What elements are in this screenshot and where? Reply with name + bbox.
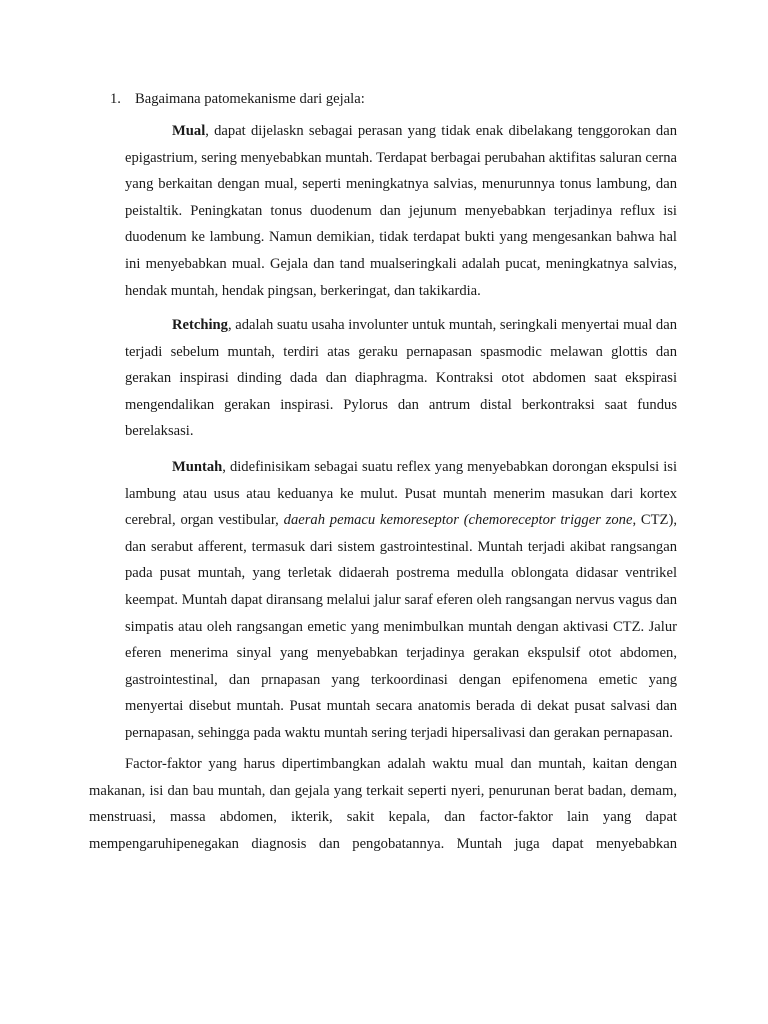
term-mual: Mual (172, 123, 206, 139)
paragraph-retching (125, 312, 677, 445)
paragraph-factor (89, 751, 677, 857)
muntah-text-after: , CTZ), dan serabut afferent, termasuk dari sistem gastrointestinal. Muntah terjadi akibat rangsangan pada pusat muntah, yang terletak didaerah postrema medulla oblongata didasar ventrikel keempat. Muntah dapat diransang melalui jalur saraf eferen oleh rangsangan nervus vagus dan simpatis atau oleh rangsangan emetic yang menimbulkan muntah dengan aktivasi CTZ. Jalur eferen menerima sinyal yang menyebabkan terjadinya gerakan ekspulsif otot abdomen, gastrointestinal, dan prnapasan yang terkoordinasi dengan epifenomena emetic yang menyertai disebut muntah. Pusat muntah secara anatomis berada di dekat pusat salvasi dan pernapasan, sehingga pada waktu muntah sering terjadi hipersalivasi dan gerakan pernapasan. (125, 512, 677, 741)
muntah-text-before: , didefinisikam sebagai suatu reflex yang menyebabkan dorongan ekspulsi isi lambung atau usus atau keduanya ke mulut. Pusat muntah menerim masukan dari kortex cerebral, organ vestibular, (125, 459, 677, 529)
mual-text: , dapat dijelaskn sebagai perasan yang tidak enak dibelakang tenggorokan dan epigastrium, sering menyebabkan muntah. Terdapat berbagai perubahan aktifitas saluran cerna yang berkaitan dengan mual, seperti meningkatnya salvias, menurunnya tonus lambung, dan peistaltik. Peningkatan tonus duodenum dan jejunum menyebabkan terjadinya reflux isi duodenum ke lambung. Namun demikian, tidak terdapat bukti yang mengesankan bahwa hal ini menyebabkan mual. Gejala dan tand mualseringkali adalah pucat, meningkatnya salvias, hendak muntah, hendak pingsan, berkeringat, dan takikardia. (125, 123, 677, 299)
muntah-italic-term: daerah pemacu kemoreseptor (chemoreceptor trigger zone (283, 512, 633, 529)
retching-text: , adalah suatu usaha involunter untuk muntah, seringkali menyertai mual dan terjadi sebelum muntah, terdiri atas geraku pernapasan spasmodic melawan glottis dan gerakan inspirasi dinding dada dan diaphragma. Kontraksi otot abdomen saat ekspirasi mengendalikan gerakan inspirasi. Pylorus dan antrum distal berkontraksi saat fundus berelaksasi. (125, 317, 677, 440)
term-muntah: Muntah (172, 459, 223, 475)
heading-text: Bagaimana patomekanisme dari gejala: (135, 91, 365, 107)
list-number: 1. (110, 91, 121, 107)
term-retching: Retching (172, 317, 228, 333)
paragraph-muntah (125, 454, 677, 747)
paragraph-mual (125, 118, 677, 304)
factor-text: Factor-faktor yang harus dipertimbangkan adalah waktu mual dan muntah, kaitan dengan makanan, isi dan bau muntah, dan gejala yang terkait seperti nyeri, penurunan berat badan, demam, menstruasi, massa abdomen, ikterik, sakit kepala, dan factor-faktor lain yang dapat mempengaruhipenegakan diagnosis dan pengobatannya. Muntah juga dapat menyebabkan (89, 756, 677, 852)
list-item-heading (110, 88, 365, 110)
